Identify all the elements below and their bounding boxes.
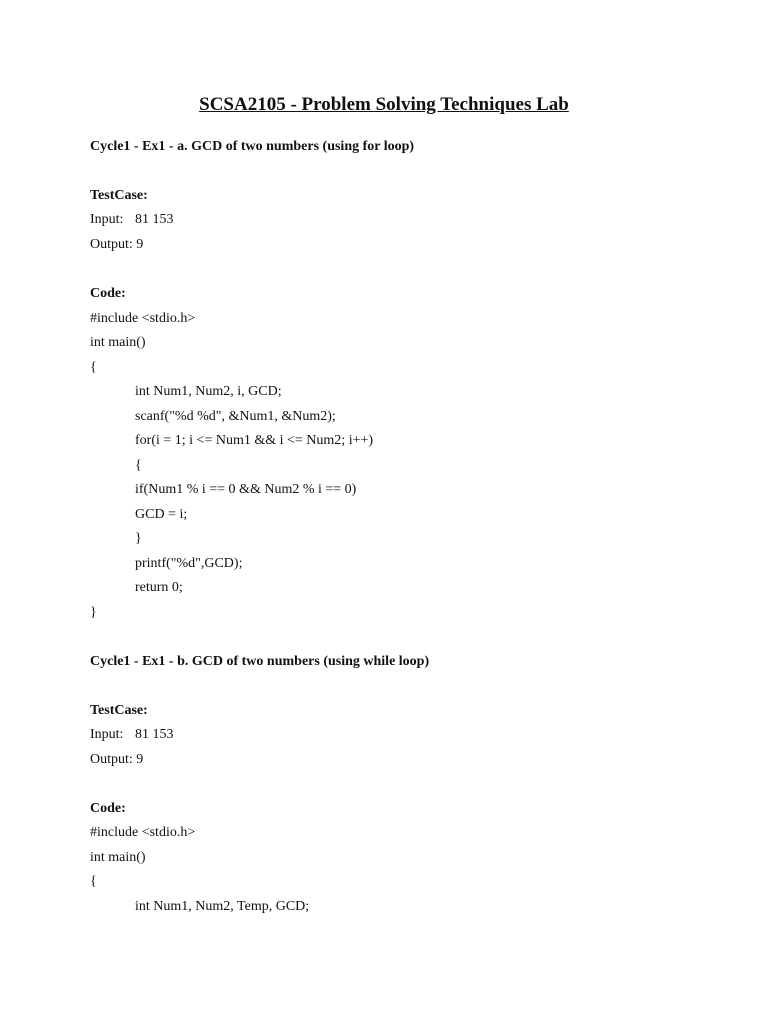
code-line: int main() — [90, 335, 146, 350]
section-a-input-label: Input: — [90, 212, 124, 227]
code-line: for(i = 1; i <= Num1 && i <= Num2; i++) — [135, 433, 374, 448]
document-title: SCSA2105 - Problem Solving Techniques Lab — [199, 94, 569, 115]
section-b-heading: Cycle1 - Ex1 - b. GCD of two numbers (using while loop) — [90, 654, 430, 669]
section-a-input-value: 81 153 — [135, 212, 174, 227]
code-line: { — [90, 874, 97, 889]
code-line: { — [90, 360, 97, 375]
code-line: { — [135, 458, 142, 473]
section-a-heading: Cycle1 - Ex1 - a. GCD of two numbers (using for loop) — [90, 139, 415, 154]
section-b-code-label: Code: — [90, 801, 126, 816]
code-line: scanf("%d %d", &Num1, &Num2); — [135, 409, 336, 424]
section-b-input-value: 81 153 — [135, 727, 174, 742]
code-line: } — [135, 531, 142, 546]
code-line: } — [90, 605, 97, 620]
code-line: return 0; — [135, 580, 183, 595]
section-a-code-label: Code: — [90, 286, 126, 301]
section-b-testcase-label: TestCase: — [90, 703, 148, 718]
section-b-input-label: Input: — [90, 727, 124, 742]
code-line: #include <stdio.h> — [90, 825, 196, 840]
section-b-output-line: Output: 9 — [90, 752, 144, 767]
code-line: GCD = i; — [135, 507, 188, 522]
code-line: int Num1, Num2, Temp, GCD; — [135, 899, 310, 914]
code-line: #include <stdio.h> — [90, 311, 196, 326]
section-a-testcase-label: TestCase: — [90, 188, 148, 203]
code-line: int main() — [90, 850, 146, 865]
code-line: printf("%d",GCD); — [135, 556, 243, 571]
section-a-output-line: Output: 9 — [90, 237, 144, 252]
code-line: int Num1, Num2, i, GCD; — [135, 384, 282, 399]
code-line: if(Num1 % i == 0 && Num2 % i == 0) — [135, 482, 357, 497]
